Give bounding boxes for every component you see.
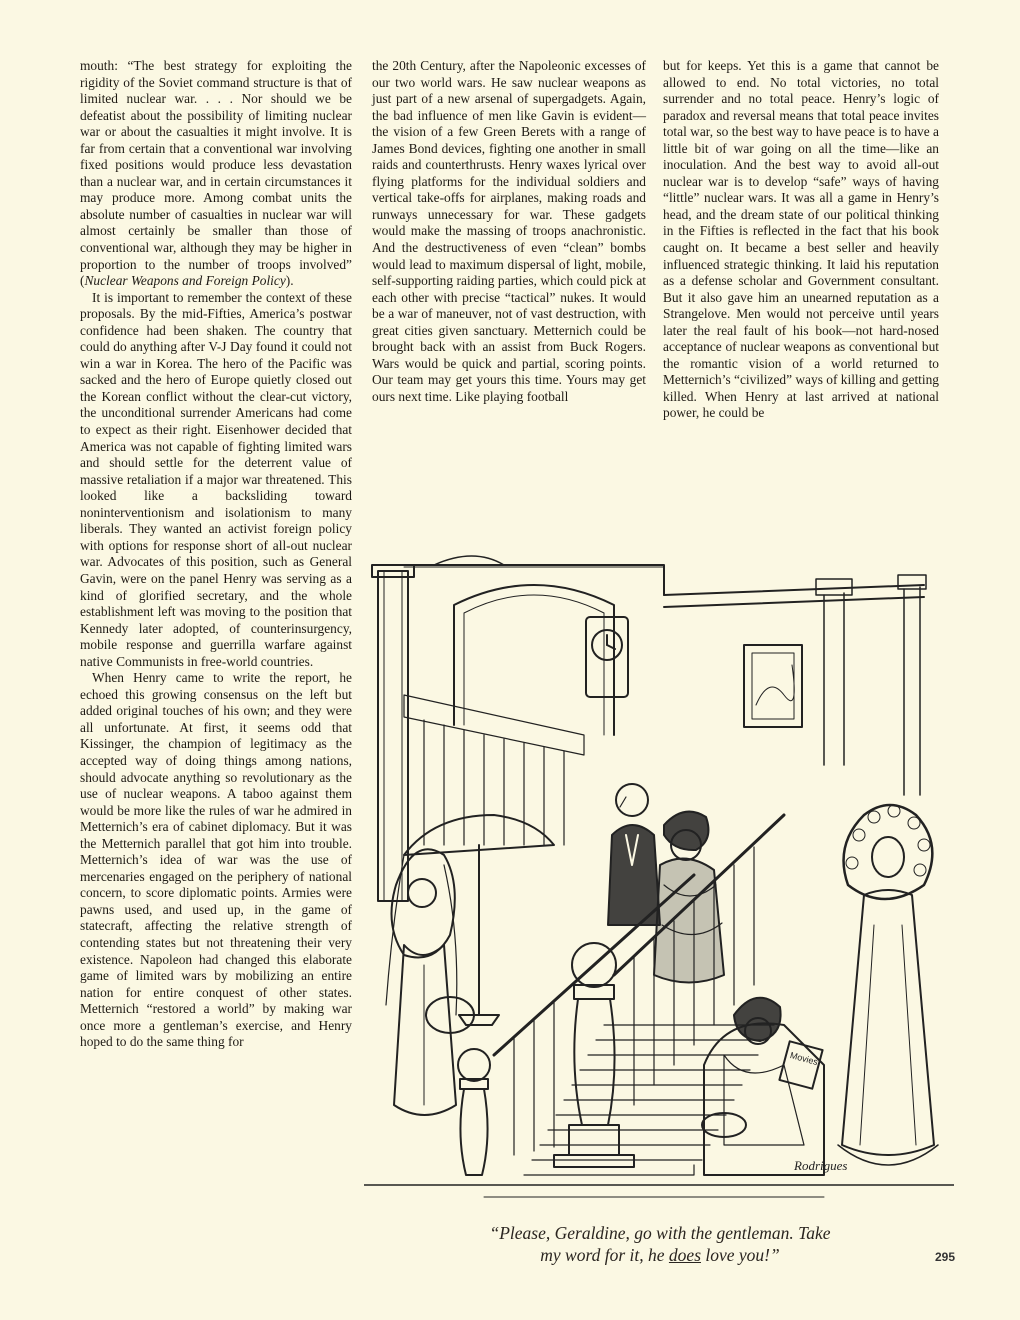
magazine-title: Movies <box>788 1050 820 1068</box>
book-title-citation: Nuclear Weapons and Foreign Policy <box>84 273 286 289</box>
text-column-3 <box>663 58 939 422</box>
caption-emphasis: does <box>668 1245 701 1265</box>
page-number: 295 <box>935 1250 956 1264</box>
cartoon-illustration <box>364 545 954 1215</box>
cartoon-caption: “Please, Geraldine, go with the gentleman. Take my word for it, he does love you!” <box>489 1223 831 1265</box>
paragraph: It is important to remember the context of these proposals. By the mid-Fifties, America’s postwar confidence had been shaken. The country that could do anything after V-J Day found it could not win a war in Korea. The hero of the Pacific was sacked and the hero of Europe quietly closed out the Korean conflict without the clear-cut victory, the unconditional surrender Americans had come to expect as their right. Eisenhower decided that America was not capable of fighting limited wars and should settle for the deterrent value of massive retaliation if a major war threatened. This looked like a backsliding toward noninterventionism and isolationism to many liberals. They wanted an activist foreign policy with options for response short of all-out nuclear war. Advocates of this position, such as General Gavin, were on the panel Henry was serving as a kind of glorified secretary, and the whole establishment left was moving to the position that Kennedy later adopted, of counterinsurgency, mobile response and guerrilla warfare against native Communists in free-world countries. <box>80 289 352 669</box>
artist-signature: Rodrigues <box>794 1158 848 1173</box>
paragraph: but for keeps. Yet this is a game that cannot be allowed to end. No total victories, no total surrender and no total peace. Henry’s logic of paradox and reversal means that total peace invites total war, so the best way to have peace is to have a little bit of war going on all the time—like an inoculation. And the best way to avoid all-out nuclear war is to develop “safe” ways of having “little” nuclear wars. It was all a game in Henry’s head, and the dream state of our political thinking in the Fifties is reflected in the fact that his book caught on. It became a best seller and heavily influenced strategic thinking. It laid his reputation as a defense scholar and Government consultant. But it also gave him an unearned reputation as a Strangelove. Men would not perceive until years later the real fault of his book—not hard-nosed acceptance of nuclear weapons as conventional but the romantic vision of a world returned to Metternich’s “civilized” ways of killing and getting killed. When Henry at last arrived at national power, he could be <box>663 58 939 421</box>
paragraph: the 20th Century, after the Napoleonic excesses of our two world wars. He saw nuclear weapons as just part of a new arsenal of supergadgets. Again, the bad influence of men like Gavin is evident—the vision of a few Green Berets with a range of James Bond devices, fighting one another in small raids and counterthrusts. Henry waxes lyrical over flying platforms for the individual soldiers and vertical take-offs for airplanes, making roads and runways unnecessary for war. These gadgets would make the massing of troops anachronistic. And the destructiveness of even “clean” bombs would lead to maximum dispersal of light, mobile, self-supporting raiding parties, which could pick at each other with precise “tactical” nukes. It would be a war of maneuver, not of vast destruction, with great cities given sanctuary. Metternich could be brought back with an assist from Buck Rogers. Wars would be quick and partial, scoring points. Our team may get yours this time. Yours may get ours next time. Like playing football <box>372 58 646 404</box>
paragraph: mouth: “The best strategy for exploiting the rigidity of the Soviet command structure is that of limited nuclear war. . . . Nor should we be defeatist about the possibility of limiting nuclear war or about the casualties it might involve. It is far from certain that a conventional war involving fixed positions would produce less devastation than a nuclear war, and in certain circumstances it may produce more. Among combat units the absolute number of casualties in nuclear war will almost certainly be smaller than those of conventional war, although they may be higher in proportion to the number of troops involved” (Nuclear Weapons and Foreign Policy). <box>80 58 352 289</box>
paragraph: When Henry came to write the report, he echoed this growing consensus on the left but added original touches of his own; and they were all unfortunate. At first, it seems odd that Kissinger, the champion of legitimacy as the accepted way of doing things among nations, should advocate anything so revolutionary as the use of nuclear weapons. A taboo against them would be more like the rules of war he admired in Metternich’s era of cabinet diplomacy. But it was the Metternich parallel that got him into trouble. Metternich’s idea of war was the use of mercenaries engaged on the periphery of national concern, to score diplomatic points. Armies were pawns used, and used up, in the game of statecraft, affecting the relative strength of contending states but not threatening their very existence. Napoleon had changed this elaborate game of limited wars by mobilizing an entire nation for entire conquest of other states. Metternich “restored a world” by making war once more a gentleman’s exercise, and Henry hoped to do the same thing for <box>80 670 352 1050</box>
text-column-2 <box>372 58 646 405</box>
text-column-1 <box>80 58 352 1051</box>
